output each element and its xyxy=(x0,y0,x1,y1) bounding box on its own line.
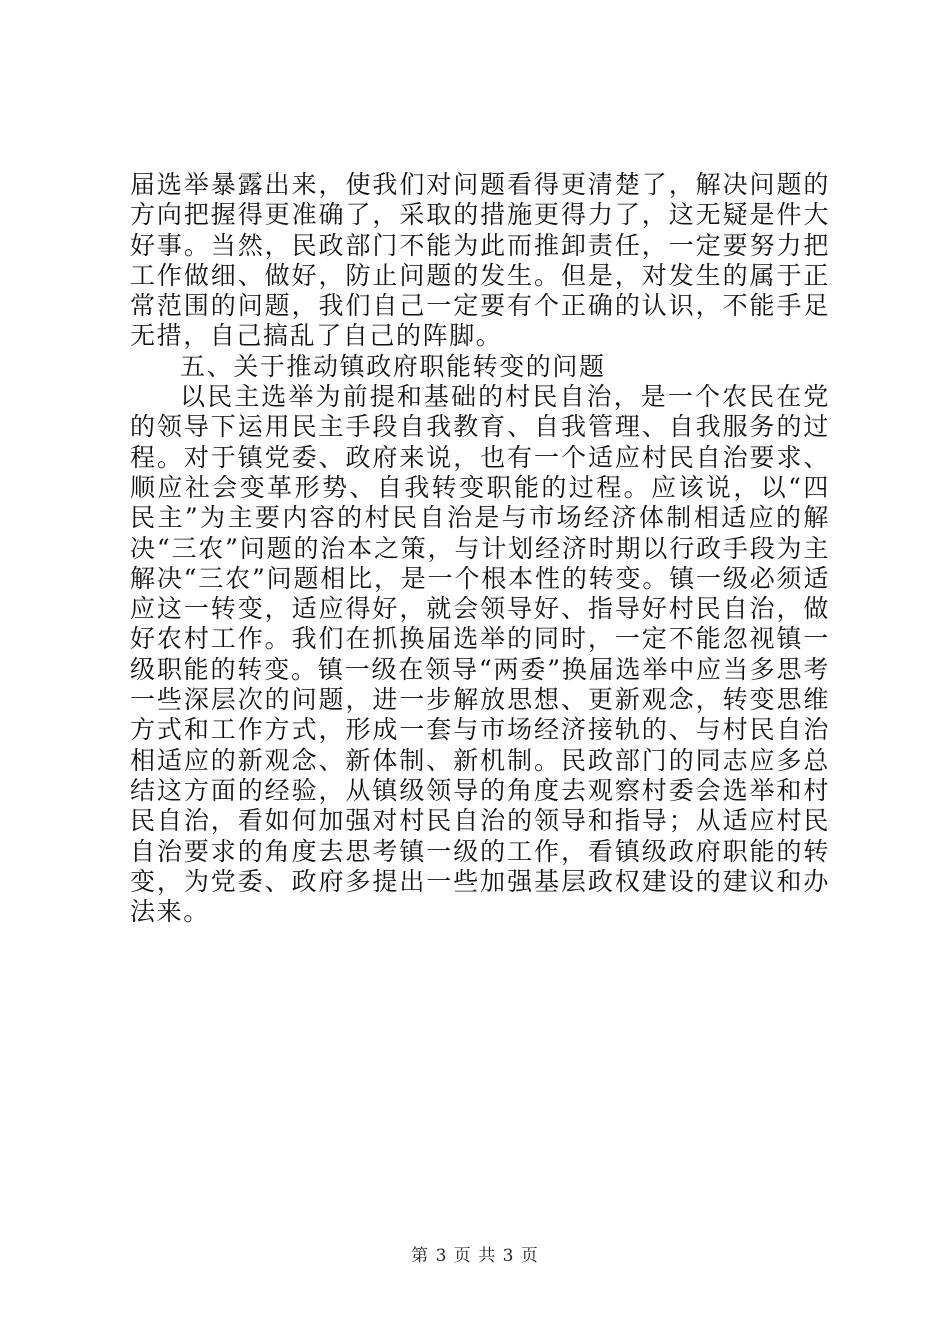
page-footer: 第 3 页 共 3 页 xyxy=(411,1246,539,1266)
paragraph: 以民主选举为前提和基础的村民自治，是一个农民在党的领导下运用民主手段自我教育、自我管理、自我服务的过程。对于镇党委、政府来说，也有一个适应村民自治要求、顺应社会变革形势、自我转变职能的过程。应该说，以“四民主”为主要内容的村民自治是与市场经济体制相适应的解决“三农”问题的治本之策，与计划经济时期以行政手段为主解决“三农”问题相比，是一个根本性的转变。镇一级必须适应这一转变，适应得好，就会领导好、指导好村民自治，做好农村工作。我们在抓换届选举的同时，一定不能忽视镇一级职能的转变。镇一级在领导“两委”换届选举中应当多思考一些深层次的问题，进一步解放思想、更新观念，转变思维方式和工作方式，形成一套与市场经济接轨的、与村民自治相适应的新观念、新体制、新机制。民政部门的同志应多总结这方面的经验，从镇级领导的角度去观察村委会选举和村民自治，看如何加强对村民自治的领导和指导；从适应村民自治要求的角度去思考镇一级的工作，看镇级政府职能的转变，为党委、政府多提出一些加强基层政权建设的建议和办法来。 xyxy=(130,382,830,927)
document-body xyxy=(130,170,830,927)
section-heading: 五、关于推动镇政府职能转变的问题 xyxy=(180,351,606,381)
paragraph-continuation: 届选举暴露出来，使我们对问题看得更清楚了，解决问题的方向把握得更准确了，采取的措施更得力了，这无疑是件大好事。当然，民政部门不能为此而推卸责任，一定要努力把工作做细、做好，防止问题的发生。但是，对发生的属于正常范围的问题，我们自己一定要有个正确的认识，不能手足无措，自己搞乱了自己的阵脚。 xyxy=(130,170,830,351)
